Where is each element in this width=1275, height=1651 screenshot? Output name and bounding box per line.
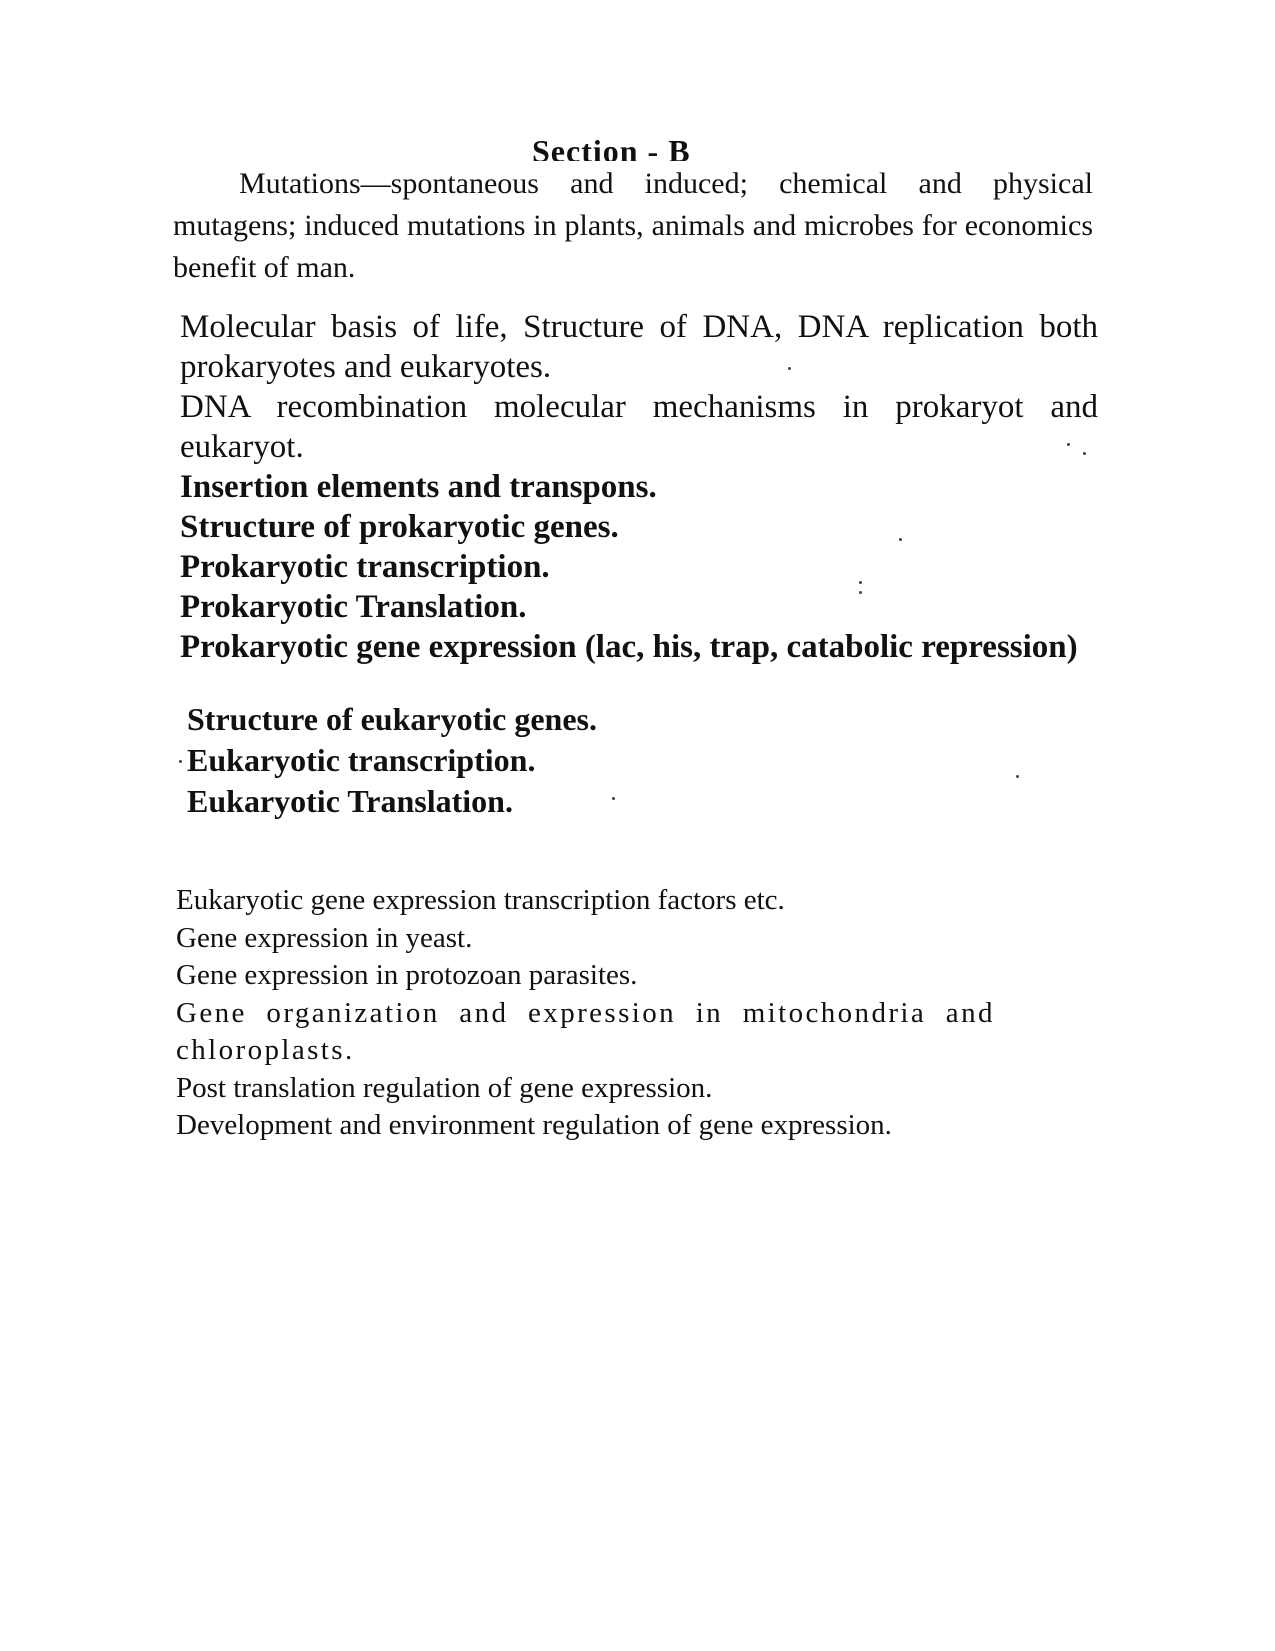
eukaryotic-topics-list — [187, 699, 887, 822]
scan-speck — [1067, 443, 1070, 446]
list-item: Gene expression in yeast. — [176, 921, 473, 954]
list-item: Prokaryotic Translation. — [180, 589, 527, 625]
list-item: Eukaryotic Translation. — [187, 783, 513, 819]
list-item: Prokaryotic transcription. — [180, 549, 550, 585]
section-heading-text: Section - B — [532, 133, 691, 161]
scan-speck — [859, 591, 862, 594]
list-item: Eukaryotic gene expression transcription factors etc. — [176, 884, 785, 916]
list-item: Post translation regulation of gene expression. — [176, 1071, 713, 1104]
scan-speck — [1083, 452, 1086, 455]
scan-speck — [1016, 775, 1019, 778]
list-item: Development and environment regulation of gene expression. — [176, 1109, 892, 1141]
intro-paragraph: Mutations—spontaneous and induced; chemical and physical mutagens; induced mutations in plants, animals and microbes for economics benefit of man. — [173, 167, 1093, 284]
list-item: Gene organization and expression in mitochondria and chloroplasts. — [176, 996, 995, 1066]
list-item: DNA recombination molecular mechanisms in prokaryot and eukaryot. — [180, 389, 1098, 465]
gene-expression-topics-list — [176, 882, 1046, 1145]
list-item: Insertion elements and transpons. — [180, 469, 657, 505]
molecular-topics-list — [180, 307, 1098, 667]
list-item: Prokaryotic gene expression (lac, his, trap, catabolic repression) — [180, 629, 1078, 665]
scan-speck — [179, 760, 182, 763]
section-heading-cropped — [520, 121, 730, 161]
list-item: Structure of eukaryotic genes. — [187, 701, 597, 737]
scan-speck — [899, 538, 902, 541]
list-item: Structure of prokaryotic genes. — [180, 509, 619, 545]
list-item: Molecular basis of life, Structure of DNA, DNA replication both prokaryotes and eukaryotes. — [180, 309, 1098, 385]
scan-speck — [612, 797, 615, 800]
scan-speck — [859, 581, 862, 584]
intro-section — [173, 163, 1093, 289]
scan-speck — [788, 367, 791, 370]
list-item: Gene expression in protozoan parasites. — [176, 959, 638, 991]
list-item: Eukaryotic transcription. — [187, 742, 536, 778]
